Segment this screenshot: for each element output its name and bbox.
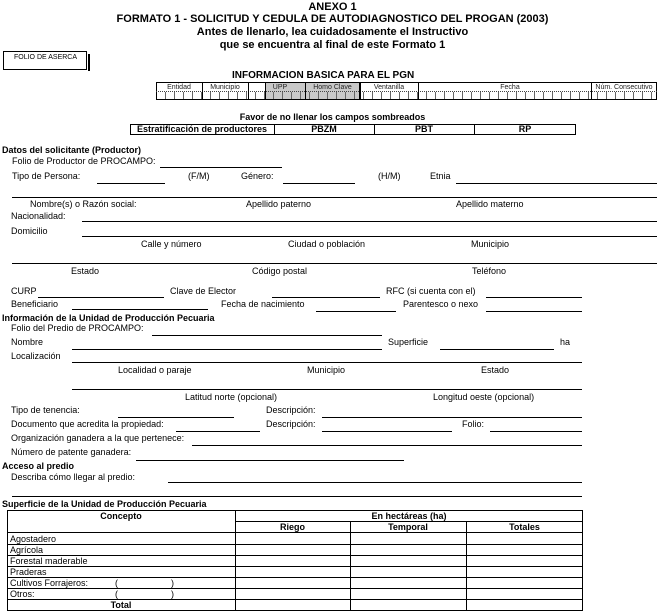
col-concepto: Concepto xyxy=(100,511,142,521)
col-num-consecutivo: Núm. Consecutivo xyxy=(595,84,653,91)
field-etnia[interactable] xyxy=(456,183,657,184)
label-hm: (H/M) xyxy=(378,171,401,181)
label-ciudad: Ciudad o población xyxy=(288,239,366,249)
field-acceso-2[interactable] xyxy=(12,496,582,497)
label-ap-paterno: Apellido paterno xyxy=(246,199,312,209)
col-totales: Totales xyxy=(509,522,540,532)
label-cp: Código postal xyxy=(252,266,308,276)
label-nombre: Nombre(s) o Razón social: xyxy=(30,199,137,209)
field-fecha-nac[interactable] xyxy=(316,311,396,312)
form-subtitle-1: Antes de llenarlo, lea cuidadosamente el Instructivo xyxy=(196,26,469,38)
row-sep xyxy=(7,566,583,567)
label-folio-predio: Folio del Predio de PROCAMPO: xyxy=(11,323,144,333)
field-tipo-persona[interactable] xyxy=(97,183,165,184)
field-acceso-1[interactable] xyxy=(168,482,582,483)
field-parentesco[interactable] xyxy=(486,311,582,312)
label-patente: Número de patente ganadera: xyxy=(11,447,132,457)
label-genero: Género: xyxy=(241,171,274,181)
label-latitud: Latitud norte (opcional) xyxy=(185,392,278,402)
field-localizacion[interactable] xyxy=(72,362,582,363)
col-ventanilla: Ventanilla xyxy=(373,84,405,91)
col-homo-clave: Homo Clave xyxy=(313,84,352,91)
col-entidad: Entidad xyxy=(167,84,191,91)
label-descripcion-2: Descripción: xyxy=(266,419,316,429)
row-praderas: Praderas xyxy=(10,567,47,577)
field-folio-predio[interactable] xyxy=(152,335,382,336)
basic-info-title: INFORMACION BASICA PARA EL PGN xyxy=(232,70,415,81)
row-cultivos: Cultivos Forrajeros: xyxy=(10,578,89,588)
stratification-label: Estratificación de productores xyxy=(136,124,268,134)
field-beneficiario[interactable] xyxy=(72,309,208,310)
row-sep xyxy=(7,599,583,600)
field-nacionalidad[interactable] xyxy=(82,221,657,222)
label-municipio: Municipio xyxy=(471,239,510,249)
label-beneficiario: Beneficiario xyxy=(11,299,59,309)
shaded-note: Favor de no llenar los campos sombreados xyxy=(239,112,426,122)
field-domicilio[interactable] xyxy=(82,236,657,237)
row-sep xyxy=(7,577,583,578)
form-title: FORMATO 1 - SOLICITUD Y CEDULA DE AUTODIAGNOSTICO DEL PROGAN (2003) xyxy=(116,13,549,25)
row-forestal: Forestal maderable xyxy=(10,556,88,566)
col-hectareas: En hectáreas (ha) xyxy=(371,511,447,521)
label-descripcion-1: Descripción: xyxy=(266,405,316,415)
field-folio-doc[interactable] xyxy=(490,431,582,432)
label-municipio-upp: Municipio xyxy=(307,365,346,375)
row-agostadero: Agostadero xyxy=(10,534,57,544)
field-patente[interactable] xyxy=(136,460,404,461)
field-estado-cp-tel[interactable] xyxy=(12,263,657,264)
label-tenencia: Tipo de tenencia: xyxy=(11,405,80,415)
col-municipio: Municipio xyxy=(210,84,240,91)
label-ap-materno: Apellido materno xyxy=(456,199,524,209)
label-fm: (F/M) xyxy=(188,171,210,181)
field-descripcion-1[interactable] xyxy=(322,417,582,418)
field-genero[interactable] xyxy=(283,183,355,184)
field-folio-procampo[interactable] xyxy=(160,167,282,168)
field-nombre-upp[interactable] xyxy=(72,349,382,350)
label-tipo-persona: Tipo de Persona: xyxy=(12,171,81,181)
col-upp: UPP xyxy=(272,84,288,91)
field-curp[interactable] xyxy=(38,297,164,298)
paren-open-2: ( xyxy=(115,589,118,599)
label-nombre-upp: Nombre xyxy=(11,337,44,347)
label-fecha-nac: Fecha de nacimiento xyxy=(221,299,305,309)
row-sep xyxy=(7,555,583,556)
label-nacionalidad: Nacionalidad: xyxy=(11,211,66,221)
strat-pbzm[interactable]: PBZM xyxy=(311,124,337,134)
section-unidad: Información de la Unidad de Producción Pecuaria xyxy=(2,313,215,323)
label-telefono: Teléfono xyxy=(472,266,507,276)
label-longitud: Longitud oeste (opcional) xyxy=(433,392,535,402)
label-ha: ha xyxy=(560,337,571,347)
field-superficie[interactable] xyxy=(440,349,554,350)
annex-title: ANEXO 1 xyxy=(308,1,357,13)
label-describa: Describa cómo llegar al predio: xyxy=(11,472,136,482)
label-domicilio: Domicilio xyxy=(11,226,48,236)
section-acceso: Acceso al predio xyxy=(2,461,75,471)
section-solicitante: Datos del solicitante (Productor) xyxy=(2,145,142,155)
paren-close-1: ) xyxy=(171,578,174,588)
paren-close-2: ) xyxy=(171,589,174,599)
label-documento: Documento que acredita la propiedad: xyxy=(11,419,164,429)
form-subtitle-2: que se encuentra al final de este Formato 1 xyxy=(219,39,446,51)
label-curp: CURP xyxy=(11,286,37,296)
label-rfc: RFC (si cuenta con el) xyxy=(386,286,476,296)
folio-aserca-label: FOLIO DE ASERCA xyxy=(14,54,78,61)
label-calle: Calle y número xyxy=(141,239,202,249)
field-organizacion[interactable] xyxy=(192,445,582,446)
field-rfc[interactable] xyxy=(486,297,582,298)
label-organizacion: Organización ganadera a la que pertenece: xyxy=(11,433,185,443)
strat-pbt[interactable]: PBT xyxy=(415,124,433,134)
paren-open-1: ( xyxy=(115,578,118,588)
field-nombre[interactable] xyxy=(12,197,657,198)
field-descripcion-2[interactable] xyxy=(322,431,452,432)
row-total: Total xyxy=(110,600,132,610)
label-clave-elector: Clave de Elector xyxy=(170,286,237,296)
section-superficie: Superficie de la Unidad de Producción Pecuaria xyxy=(2,499,207,509)
basic-info-cells[interactable] xyxy=(157,92,656,99)
field-coordenadas[interactable] xyxy=(72,389,582,390)
col-riego: Riego xyxy=(279,522,305,532)
folio-aserca-box[interactable] xyxy=(3,51,87,70)
label-estado-upp: Estado xyxy=(481,365,510,375)
label-localizacion: Localización xyxy=(11,351,61,361)
row-otros: Otros: xyxy=(10,589,35,599)
label-etnia: Etnia xyxy=(430,171,451,181)
row-sep xyxy=(7,544,583,545)
row-sep xyxy=(7,588,583,589)
field-documento[interactable] xyxy=(176,431,260,432)
label-estado: Estado xyxy=(71,266,100,276)
label-localidad: Localidad o paraje xyxy=(118,365,192,375)
label-parentesco: Parentesco o nexo xyxy=(403,299,479,309)
label-folio-doc: Folio: xyxy=(462,419,485,429)
label-folio-procampo: Folio de Productor de PROCAMPO: xyxy=(12,156,156,166)
field-clave-elector[interactable] xyxy=(272,297,380,298)
col-temporal: Temporal xyxy=(388,522,428,532)
row-agricola: Agrícola xyxy=(10,545,44,555)
sep xyxy=(7,532,583,533)
col-fecha: Fecha xyxy=(500,84,520,91)
strat-rp[interactable]: RP xyxy=(518,124,532,134)
folio-box-shadow xyxy=(88,54,90,71)
field-tenencia[interactable] xyxy=(118,417,234,418)
label-superficie: Superficie xyxy=(388,337,429,347)
